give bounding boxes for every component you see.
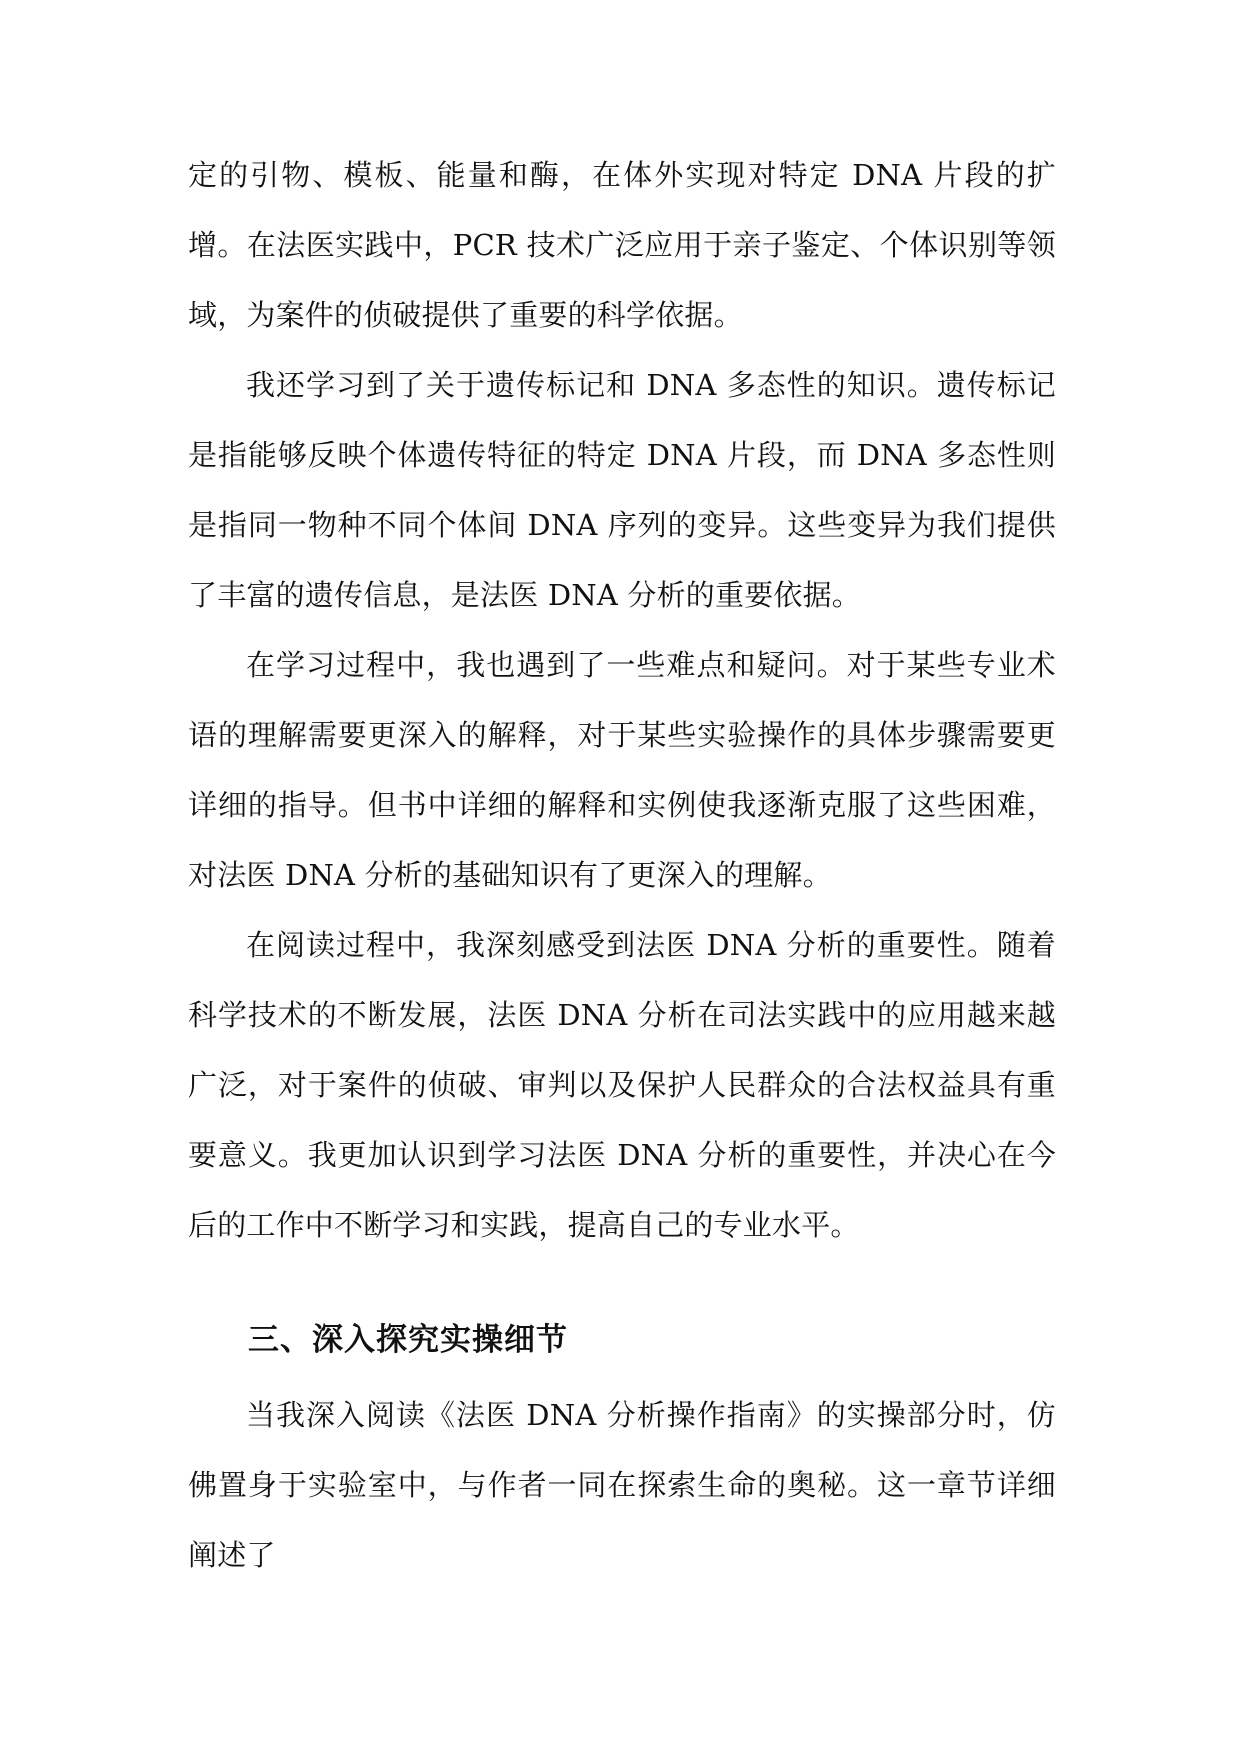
paragraph-importance: 在阅读过程中，我深刻感受到法医 DNA 分析的重要性。随着科学技术的不断发展，法医 DNA 分析在司法实践中的应用越来越广泛，对于案件的侦破、审判以及保护人民群众的合法权益具有重要意义。我更加认识到学习法医 DNA 分析的重要性，并决心在今后的工作中不断学习和实践，提高自己的专业水平。 <box>188 928 1056 1242</box>
document-body <box>188 140 1056 1590</box>
paragraph-pcr-continuation: 定的引物、模板、能量和酶，在体外实现对特定 DNA 片段的扩增。在法医实践中，PCR 技术广泛应用于亲子鉴定、个体识别等领域，为案件的侦破提供了重要的科学依据。 <box>188 158 1056 332</box>
section-heading: 三、深入探究实操细节 <box>248 1322 568 1358</box>
paragraph-learning-difficulties: 在学习过程中，我也遇到了一些难点和疑问。对于某些专业术语的理解需要更深入的解释，对于某些实验操作的具体步骤需要更详细的指导。但书中详细的解释和实例使我逐渐克服了这些困难，对法医 DNA 分析的基础知识有了更深入的理解。 <box>188 648 1056 892</box>
paragraph-genetic-markers: 我还学习到了关于遗传标记和 DNA 多态性的知识。遗传标记是指能够反映个体遗传特征的特定 DNA 片段，而 DNA 多态性则是指同一物种不同个体间 DNA 序列的变异。这些变异为我们提供了丰富的遗传信息，是法医 DNA 分析的重要依据。 <box>188 368 1056 612</box>
paragraph-practical-operations: 当我深入阅读《法医 DNA 分析操作指南》的实操部分时，仿佛置身于实验室中，与作者一同在探索生命的奥秘。这一章节详细阐述了 <box>188 1398 1056 1572</box>
